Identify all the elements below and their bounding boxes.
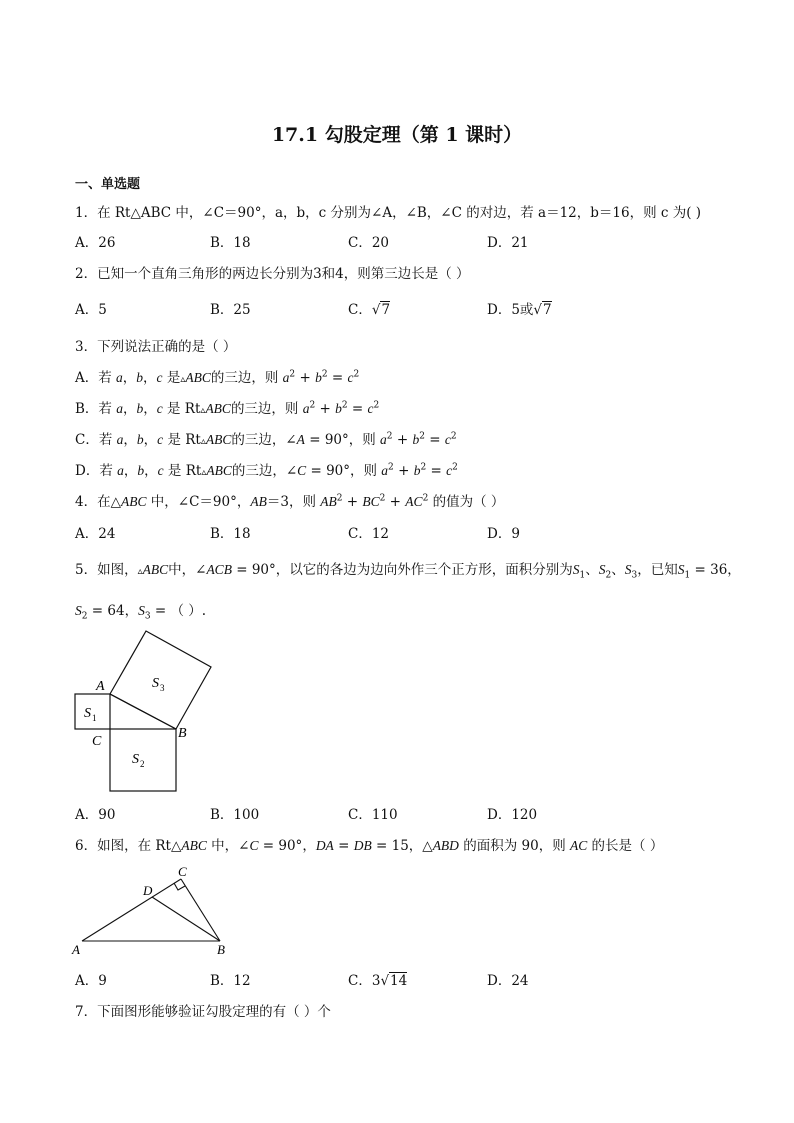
q3-a-tail: 的三边，则 (210, 370, 279, 386)
q3-c-rest: 是 Rt (167, 432, 201, 448)
q3-a-rest: 是 (166, 370, 181, 386)
q5-c: ，以它的各边为边向外作三个正方形，面积分别为 (275, 562, 573, 578)
triangle-hypotenuse (110, 694, 176, 729)
q5-a: 5．如图， (75, 562, 138, 578)
segment-db (152, 897, 220, 941)
q4-pre: 4．在△ (75, 494, 121, 510)
sqrt-expression: √7 (371, 302, 391, 318)
label-s1-sub: 1 (92, 713, 97, 723)
q5-option-b: B．100 (210, 807, 260, 823)
q3-option-d: D．若 a，b，c 是 Rt▵ABC的三边，∠C = 90°，则 $a^2 + b^2 = c^2$ (75, 462, 458, 479)
q1-option-a: A．26 (75, 235, 116, 251)
label-d: D (143, 883, 153, 898)
q3-c-tail: 的三边， (231, 432, 286, 448)
label-c: C (92, 734, 102, 749)
q5-d: ，已知 (637, 562, 678, 578)
label-s1: S (84, 706, 91, 721)
q1-option-b: B．18 (210, 235, 251, 251)
square-s3 (110, 631, 211, 729)
q6-option-a: A．9 (75, 973, 107, 989)
q2-option-d-prefix: 5或 (511, 302, 534, 318)
q4-option-c: C．12 (348, 526, 390, 542)
q3-d-rest: 是 Rt (167, 463, 202, 479)
question-2-text: 2．已知一个直角三角形的两边长分别为3和4，则第三边长是（ ） (75, 266, 470, 282)
label-a: A (96, 679, 105, 694)
q2-option-d (487, 298, 552, 318)
question-4-text: 4．在△ABC 中，∠C＝90°，AB＝3，则 $AB^2 + BC^2 + AC^2$ 的值为（ ） (75, 493, 505, 510)
label-s3: S (152, 676, 159, 691)
q3-d-label: D．若 (75, 463, 113, 479)
sqrt-expression: √7 (533, 302, 552, 318)
label-c: C (178, 864, 187, 879)
q3-a-label: A．若 (75, 370, 112, 386)
q6-option-d: D．24 (487, 973, 529, 989)
label-s2: S (132, 752, 139, 767)
label-a: A (72, 942, 80, 957)
q3-c-triangle: ABC (205, 432, 232, 447)
question-5-text-line2: $S_2 = 64$，$S_3$ = （ ）. (75, 603, 207, 622)
q4-option-d: D．9 (487, 526, 520, 542)
q2-option-b: B．25 (210, 302, 251, 318)
q3-option-a: A．若 a，b，c 是▵ABC的三边，则 $a^2 + b^2 = c^2$ (75, 369, 360, 386)
q2-option-c-label: C． (348, 302, 372, 318)
question-7-text: 7．下面图形能够验证勾股定理的有（ ）个 (75, 1004, 331, 1020)
side-ac (82, 879, 181, 941)
q3-d-deg: = 90°，则 (310, 463, 377, 479)
square-s1 (75, 694, 110, 729)
q3-a-triangle: ABC (185, 370, 211, 385)
q6-option-c-radicand: 14 (390, 973, 408, 989)
q6-c: ， (302, 838, 316, 854)
question-6-text: 6．如图，在 Rt△ABC 中，∠C = 90°，DA = DB = 15，△ABD 的面积为 90，则 AC 的长是（ ） (75, 838, 664, 854)
q3-d-angle: C (297, 463, 307, 478)
q3-c-label: C．若 (75, 432, 113, 448)
q6-option-c (348, 969, 407, 989)
q3-b-label: B．若 (75, 401, 112, 417)
q3-b-triangle: ABC (205, 401, 231, 416)
section-heading: 一、单选题 (75, 177, 141, 192)
label-s3-sub: 3 (160, 683, 165, 693)
q1-option-d: D．21 (487, 235, 529, 251)
label-b: B (217, 942, 225, 957)
q3-c-deg: = 90°，则 (309, 432, 376, 448)
q4-post: 的值为（ ） (428, 494, 505, 510)
question-5-text: 5．如图，▵ABC中，∠ACB = 90°，以它的各边为边向外作三个正方形，面积分别为$S_1$、$S_2$、$S_3$，已知$S_1 = 36$， (75, 562, 741, 581)
q2-option-d-label: D． (487, 302, 512, 318)
q6-a: 6．如图，在 Rt△ (75, 838, 182, 854)
q5-option-d: D．120 (487, 807, 538, 823)
q3-option-c: C．若 a，b，c 是 Rt▵ABC的三边，∠A = 90°，则 $a^2 + b^2 = c^2$ (75, 431, 457, 448)
q4-option-b: B．18 (210, 526, 251, 542)
q5-squares-figure (70, 628, 220, 793)
q1-option-c: C．20 (348, 235, 390, 251)
q3-d-tail: 的三边， (231, 463, 286, 479)
label-s2-sub: 2 (140, 759, 145, 769)
q6-option-c-coef: 3 (371, 973, 381, 989)
q3-b-rest: 是 Rt (167, 401, 201, 417)
q6-d: = 15，△ (376, 838, 433, 854)
q5-s2-value: = 64 (91, 603, 125, 619)
q2-option-d-radicand: 7 (543, 302, 552, 318)
q5-b: 中， (168, 562, 196, 578)
question-1-text: 1．在 Rt△ABC 中，∠C＝90°，a，b，c 分别为∠A，∠B，∠C 的对边，若 a＝12，b＝16，则 c 为( ) (75, 205, 702, 221)
q6-b: 中， (206, 838, 239, 854)
q5-option-c: C．110 (348, 807, 398, 823)
q3-d-triangle: ABC (206, 463, 232, 478)
q4-option-a: A．24 (75, 526, 116, 542)
q5-option-a: A．90 (75, 807, 116, 823)
q3-c-angle: A (296, 432, 305, 447)
page-title: 17.1 勾股定理（第 1 课时） (271, 124, 523, 146)
q3-option-b: B．若 a，b，c 是 Rt▵ABC的三边，则 $a^2 + b^2 = c^2$ (75, 400, 380, 417)
q2-option-c-radicand: 7 (381, 302, 391, 318)
q6-triangle-figure (70, 862, 235, 957)
q6-e: 的面积为 90，则 (458, 838, 570, 854)
q3-b-tail: 的三边，则 (230, 401, 299, 417)
q4-mid: 中，∠C＝90°， (146, 494, 251, 510)
q6-option-c-label: C． (348, 973, 372, 989)
q5-s3-tail: （ ）. (170, 603, 207, 619)
sqrt-expression: √14 (380, 973, 408, 989)
q2-option-a: A．5 (75, 302, 107, 318)
right-angle-mark (174, 883, 185, 890)
q6-option-b: B．12 (210, 973, 251, 989)
q6-f: 的长是（ ） (587, 838, 664, 854)
label-b: B (178, 726, 187, 741)
q2-option-c (348, 298, 390, 318)
q4-ab: ＝3，则 (266, 494, 321, 510)
q5-s1-value: = 36 (694, 562, 728, 578)
question-3-text: 3．下列说法正确的是（ ） (75, 339, 237, 355)
side-cb (181, 879, 220, 941)
